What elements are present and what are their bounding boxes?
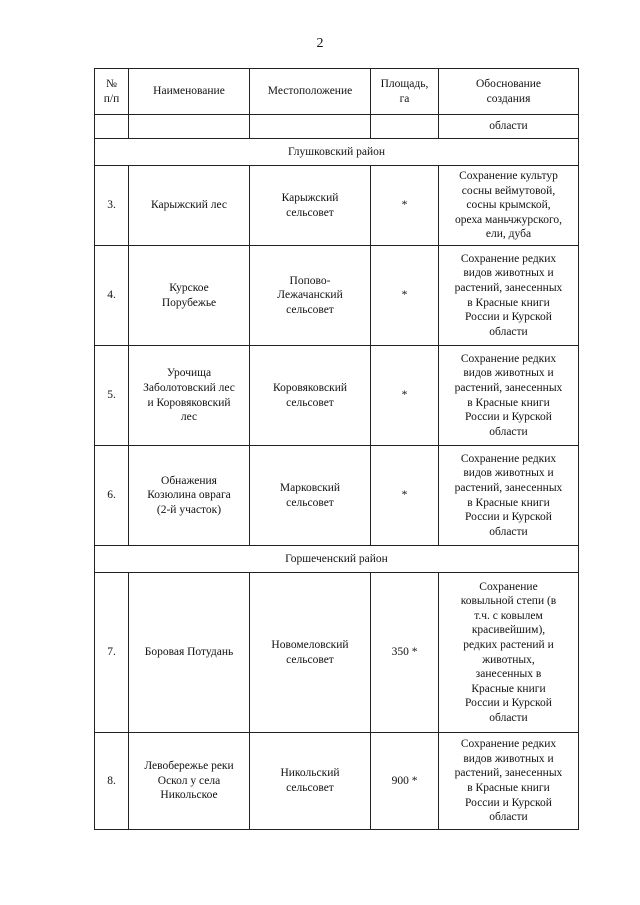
page-number: 2 bbox=[316, 36, 324, 51]
header-area: Площадь, га bbox=[371, 69, 439, 115]
cell-basis: Сохранение культур сосны веймутовой, сосны крымской, ореха маньчжурского, ели, дуба bbox=[439, 166, 579, 246]
cell-basis: Сохранение редких видов животных и растений, занесенных в Красные книги России и Курской области bbox=[439, 346, 579, 446]
cell-num: 4. bbox=[95, 246, 129, 346]
table-row bbox=[95, 346, 579, 446]
table-header-row bbox=[95, 69, 579, 115]
table-row bbox=[95, 573, 579, 733]
district-row bbox=[95, 546, 579, 573]
cell-location: Марковский сельсовет bbox=[250, 446, 371, 546]
cell-basis: области bbox=[439, 115, 579, 139]
cell-location: Коровяковский сельсовет bbox=[250, 346, 371, 446]
continuation-row bbox=[95, 115, 579, 139]
cell-location: Попово- Лежачанский сельсовет bbox=[250, 246, 371, 346]
table-row bbox=[95, 246, 579, 346]
table-row bbox=[95, 446, 579, 546]
district-row bbox=[95, 139, 579, 166]
cell-basis: Сохранение редких видов животных и растений, занесенных в Красные книги России и Курской области bbox=[439, 446, 579, 546]
cell-area: * bbox=[371, 246, 439, 346]
cell-area: * bbox=[371, 166, 439, 246]
cell-num bbox=[95, 115, 129, 139]
cell-location: Никольский сельсовет bbox=[250, 733, 371, 830]
table-row bbox=[95, 166, 579, 246]
cell-location: Новомеловский сельсовет bbox=[250, 573, 371, 733]
cell-location bbox=[250, 115, 371, 139]
cell-name bbox=[129, 115, 250, 139]
cell-basis: Сохранение ковыльной степи (в т.ч. с ковылем красивейшим), редких растений и животных, занесенных в Красные книги России и Курской области bbox=[439, 573, 579, 733]
cell-num: 6. bbox=[95, 446, 129, 546]
cell-name: Левобережье реки Оскол у села Никольское bbox=[129, 733, 250, 830]
cell-area: * bbox=[371, 446, 439, 546]
protected-areas-table bbox=[94, 68, 579, 830]
header-num: № п/п bbox=[95, 69, 129, 115]
header-basis: Обоснование создания bbox=[439, 69, 579, 115]
cell-area bbox=[371, 115, 439, 139]
cell-name: Урочища Заболотовский лес и Коровяковский лес bbox=[129, 346, 250, 446]
cell-name: Обнажения Козюлина оврага (2-й участок) bbox=[129, 446, 250, 546]
cell-area: 350 * bbox=[371, 573, 439, 733]
cell-num: 3. bbox=[95, 166, 129, 246]
cell-name: Курское Порубежье bbox=[129, 246, 250, 346]
cell-area: * bbox=[371, 346, 439, 446]
cell-area: 900 * bbox=[371, 733, 439, 830]
cell-name: Карыжский лес bbox=[129, 166, 250, 246]
cell-num: 5. bbox=[95, 346, 129, 446]
district-title: Горшеченский район bbox=[95, 546, 579, 573]
cell-num: 7. bbox=[95, 573, 129, 733]
cell-location: Карыжский сельсовет bbox=[250, 166, 371, 246]
cell-name: Боровая Потудань bbox=[129, 573, 250, 733]
header-name: Наименование bbox=[129, 69, 250, 115]
table-row bbox=[95, 733, 579, 830]
cell-basis: Сохранение редких видов животных и растений, занесенных в Красные книги России и Курской области bbox=[439, 733, 579, 830]
cell-basis: Сохранение редких видов животных и растений, занесенных в Красные книги России и Курской области bbox=[439, 246, 579, 346]
district-title: Глушковский район bbox=[95, 139, 579, 166]
header-location: Местоположение bbox=[250, 69, 371, 115]
cell-num: 8. bbox=[95, 733, 129, 830]
